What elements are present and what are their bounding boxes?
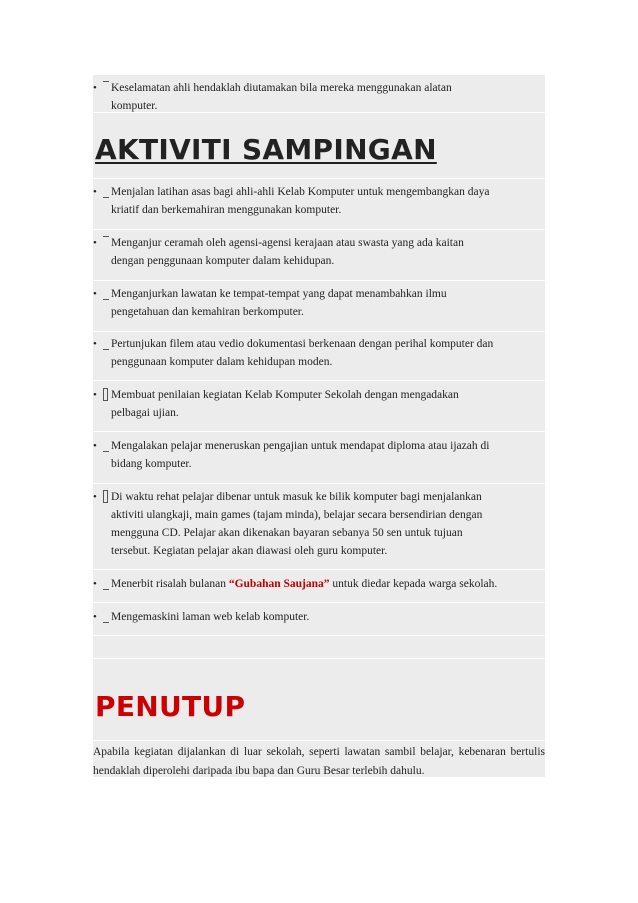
- list-item-line: Di waktu rehat pelajar dibenar untuk masuk ke bilik komputer bagi menjalankan: [111, 491, 482, 503]
- list-item: [93, 488, 543, 560]
- list-item: [93, 285, 543, 321]
- bullet-icon: •: [93, 578, 97, 590]
- placeholder-box-icon: [103, 185, 109, 198]
- list-item-line: pengetahuan dan kemahiran berkomputer.: [111, 306, 304, 318]
- list-item-line: kriatif dan berkemahiran menggunakan komputer.: [111, 204, 342, 216]
- placeholder-box-icon: [103, 236, 109, 249]
- row-divider: [93, 331, 545, 332]
- bullet-icon: •: [93, 611, 97, 623]
- row-divider: [93, 569, 545, 570]
- section-heading-aktiviti: AKTIVITI SAMPINGAN: [95, 133, 437, 166]
- placeholder-box-icon: [103, 388, 108, 401]
- list-item-line: Mengalakan pelajar meneruskan pengajian untuk mendapat diploma atau ijazah di: [111, 440, 490, 452]
- row-divider: [93, 380, 545, 381]
- list-item: [93, 437, 543, 473]
- list-item-text: [93, 79, 543, 115]
- placeholder-box-icon: [103, 577, 109, 590]
- row-divider: [93, 635, 545, 636]
- list-item-line: Menjalan latihan asas bagi ahli-ahli Kelab Komputer untuk mengembangkan daya: [111, 186, 490, 198]
- row-divider: [93, 431, 545, 432]
- bullet-icon: •: [93, 288, 97, 300]
- list-item-line: aktiviti ulangkaji, main games (tajam minda), belajar secara bersendirian dengan: [111, 509, 483, 521]
- list-item-line: Keselamatan ahli hendaklah diutamakan bila mereka menggunakan alatan: [111, 82, 452, 94]
- placeholder-box-icon: [103, 337, 109, 350]
- placeholder-box-icon: [103, 287, 109, 300]
- bullet-icon: •: [93, 440, 97, 452]
- placeholder-box-icon: [103, 490, 108, 503]
- bullet-icon: •: [93, 389, 97, 401]
- bullet-icon: •: [93, 338, 97, 350]
- placeholder-box-icon: [103, 81, 109, 94]
- list-item-line: Menganjur ceramah oleh agensi-agensi kerajaan atau swasta yang ada kaitan: [111, 237, 464, 249]
- bullet-icon: •: [93, 237, 97, 249]
- list-item: [93, 234, 543, 270]
- section-heading-penutup: PENUTUP: [95, 690, 246, 723]
- bullet-icon: •: [93, 186, 97, 198]
- list-item-line: Menganjurkan lawatan ke tempat-tempat yang dapat menambahkan ilmu: [111, 288, 447, 300]
- list-item: [93, 335, 543, 371]
- list-item-line: untuk diedar kepada warga sekolah.: [329, 578, 498, 590]
- list-item-line: mengguna CD. Pelajar akan dikenakan bayaran sebanya 50 sen untuk tujuan: [111, 527, 463, 539]
- row-divider: [93, 483, 545, 484]
- list-item-line: tersebut. Kegiatan pelajar akan diawasi oleh guru komputer.: [111, 545, 388, 557]
- document-page: [93, 75, 545, 777]
- row-divider: [93, 280, 545, 281]
- placeholder-box-icon: [103, 610, 109, 623]
- bullet-icon: •: [93, 491, 97, 503]
- list-item: [93, 608, 543, 626]
- row-divider: [93, 602, 545, 603]
- row-divider: [93, 740, 545, 741]
- list-item-line: komputer.: [111, 100, 158, 112]
- closing-paragraph: Apabila kegiatan dijalankan di luar sekolah, seperti lawatan sambil belajar, kebenaran bertulis hendaklah diperolehi daripada ibu bapa dan Guru Besar terlebih dahulu.: [93, 746, 545, 777]
- bullet-icon: •: [93, 82, 97, 94]
- list-item-line: penggunaan komputer dalam kehidupan moden.: [111, 356, 333, 368]
- list-item-line: Membuat penilaian kegiatan Kelab Komputer Sekolah dengan mengadakan: [111, 389, 459, 401]
- list-item-line: Mengemaskini laman web kelab komputer.: [111, 611, 310, 623]
- list-item: [93, 575, 547, 593]
- list-item: [93, 183, 543, 219]
- list-item: [93, 386, 543, 422]
- list-item-line: Pertunjukan filem atau vedio dokumentasi berkenaan dengan perihal komputer dan: [111, 338, 494, 350]
- list-item: [93, 79, 543, 115]
- row-divider: [93, 229, 545, 230]
- list-item-line: dengan penggunaan komputer dalam kehidupan.: [111, 255, 335, 267]
- row-divider: [93, 658, 545, 659]
- list-item-line: Menerbit risalah bulanan: [111, 578, 229, 590]
- newsletter-title: “Gubahan Saujana”: [228, 578, 330, 590]
- row-divider: [93, 178, 545, 179]
- placeholder-box-icon: [103, 439, 109, 452]
- list-item-line: bidang komputer.: [111, 458, 192, 470]
- list-item-line: pelbagai ujian.: [111, 407, 179, 419]
